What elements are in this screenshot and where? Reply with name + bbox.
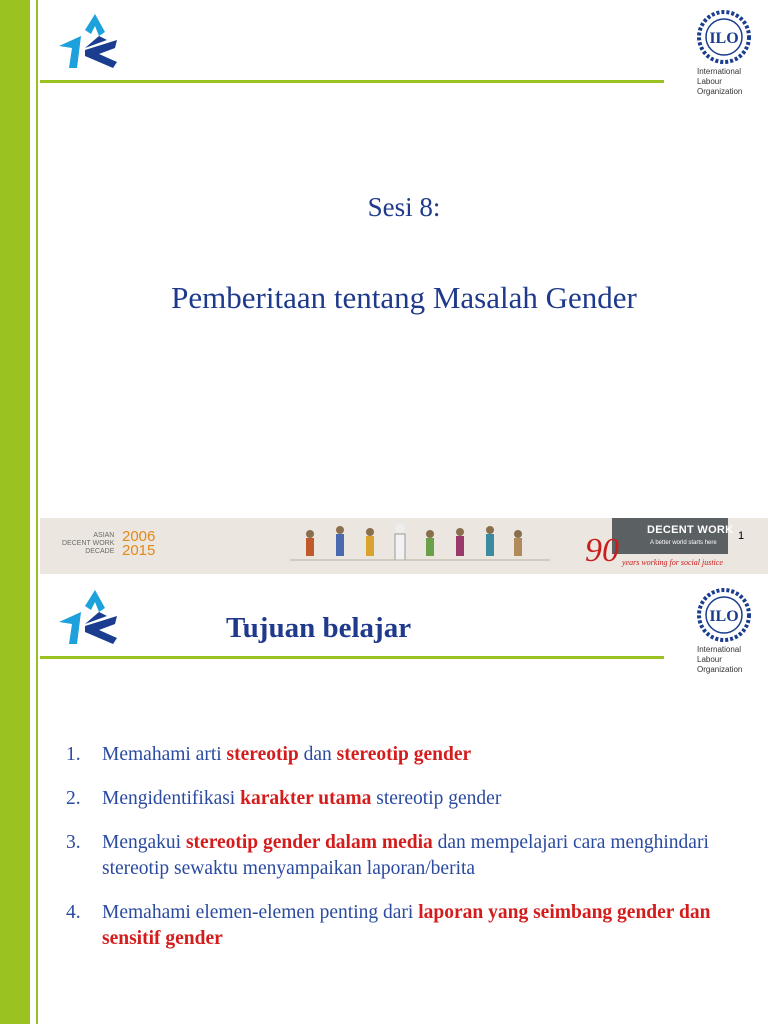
objective-highlight: stereotip gender dalam media: [185, 832, 433, 853]
ilo-caption-line-3: Organization: [697, 87, 743, 96]
objective-number: 2.: [66, 788, 81, 809]
objective-text: dan: [298, 744, 337, 765]
header-divider-line: [40, 656, 664, 659]
objective-text: Memahami elemen-elemen penting dari: [102, 902, 419, 923]
objective-text: Memahami arti: [102, 744, 227, 765]
objective-highlight: stereotip gender: [336, 744, 472, 765]
decent-work-logo-icon: [55, 10, 125, 72]
objective-text: Mengidentifikasi: [102, 788, 241, 809]
year-start: 2006: [122, 528, 156, 545]
ninety-years-mark: 90: [585, 532, 619, 569]
slide-footer: [40, 518, 768, 574]
objective-highlight: stereotip: [226, 744, 299, 765]
objective-text: Mengakui: [102, 832, 186, 853]
ilo-caption-line-1: International: [697, 67, 742, 76]
section-heading: Tujuan belajar: [226, 612, 412, 644]
asian-decent-work-decade-label: [62, 532, 114, 556]
ilo-caption-line-1: International: [697, 645, 742, 654]
decent-work-logo-icon: [55, 586, 125, 648]
decent-work-tagline: A better world starts here: [650, 540, 717, 546]
objective-item: [62, 742, 722, 768]
objective-text: dan mempelajari cara menghindari stereotip sewaktu menyampaikan laporan/berita: [102, 832, 709, 879]
footer-decade-text: DECADE: [85, 548, 115, 555]
objective-highlight: karakter utama: [240, 788, 372, 809]
objective-item: [62, 900, 722, 952]
session-title: Sesi 8:: [367, 192, 441, 222]
ilo-emblem-icon: [697, 588, 751, 642]
footer-asian-text: ASIAN: [93, 532, 115, 539]
objective-item: [62, 830, 722, 882]
ilo-emblem-icon: [697, 10, 751, 64]
workers-illustration-icon: [290, 520, 550, 574]
objective-number: 4.: [66, 902, 81, 923]
learning-objectives-list: [62, 742, 722, 970]
ilo-emblem-text: ILO: [709, 30, 739, 47]
ilo-caption-line-2: Labour: [697, 77, 722, 86]
header-divider-line: [40, 80, 664, 83]
objective-number: 1.: [66, 744, 81, 765]
objective-number: 3.: [66, 832, 81, 853]
ilo-emblem-text: ILO: [709, 608, 739, 625]
ilo-logo: [697, 10, 753, 97]
objective-text: stereotip gender: [371, 788, 502, 809]
ilo-caption-line-3: Organization: [697, 665, 743, 674]
decade-years: [122, 530, 155, 558]
year-end: 2015: [122, 542, 156, 559]
objective-highlight: laporan yang seimbang gender dan sensitif gender: [102, 902, 711, 949]
ninety-years-script: years working for social justice: [622, 558, 723, 567]
decent-work-label: DECENT WORK: [647, 524, 734, 536]
page-number: 1: [738, 530, 745, 542]
left-accent-bar: [0, 574, 30, 1024]
slide-2: [0, 574, 768, 1024]
ilo-caption-line-2: Labour: [697, 655, 722, 664]
footer-decent-work-text: DECENT WORK: [62, 540, 115, 547]
objective-item: [62, 786, 722, 812]
ilo-logo: [697, 588, 753, 675]
session-subtitle: Pemberitaan tentang Masalah Gender: [171, 280, 637, 315]
